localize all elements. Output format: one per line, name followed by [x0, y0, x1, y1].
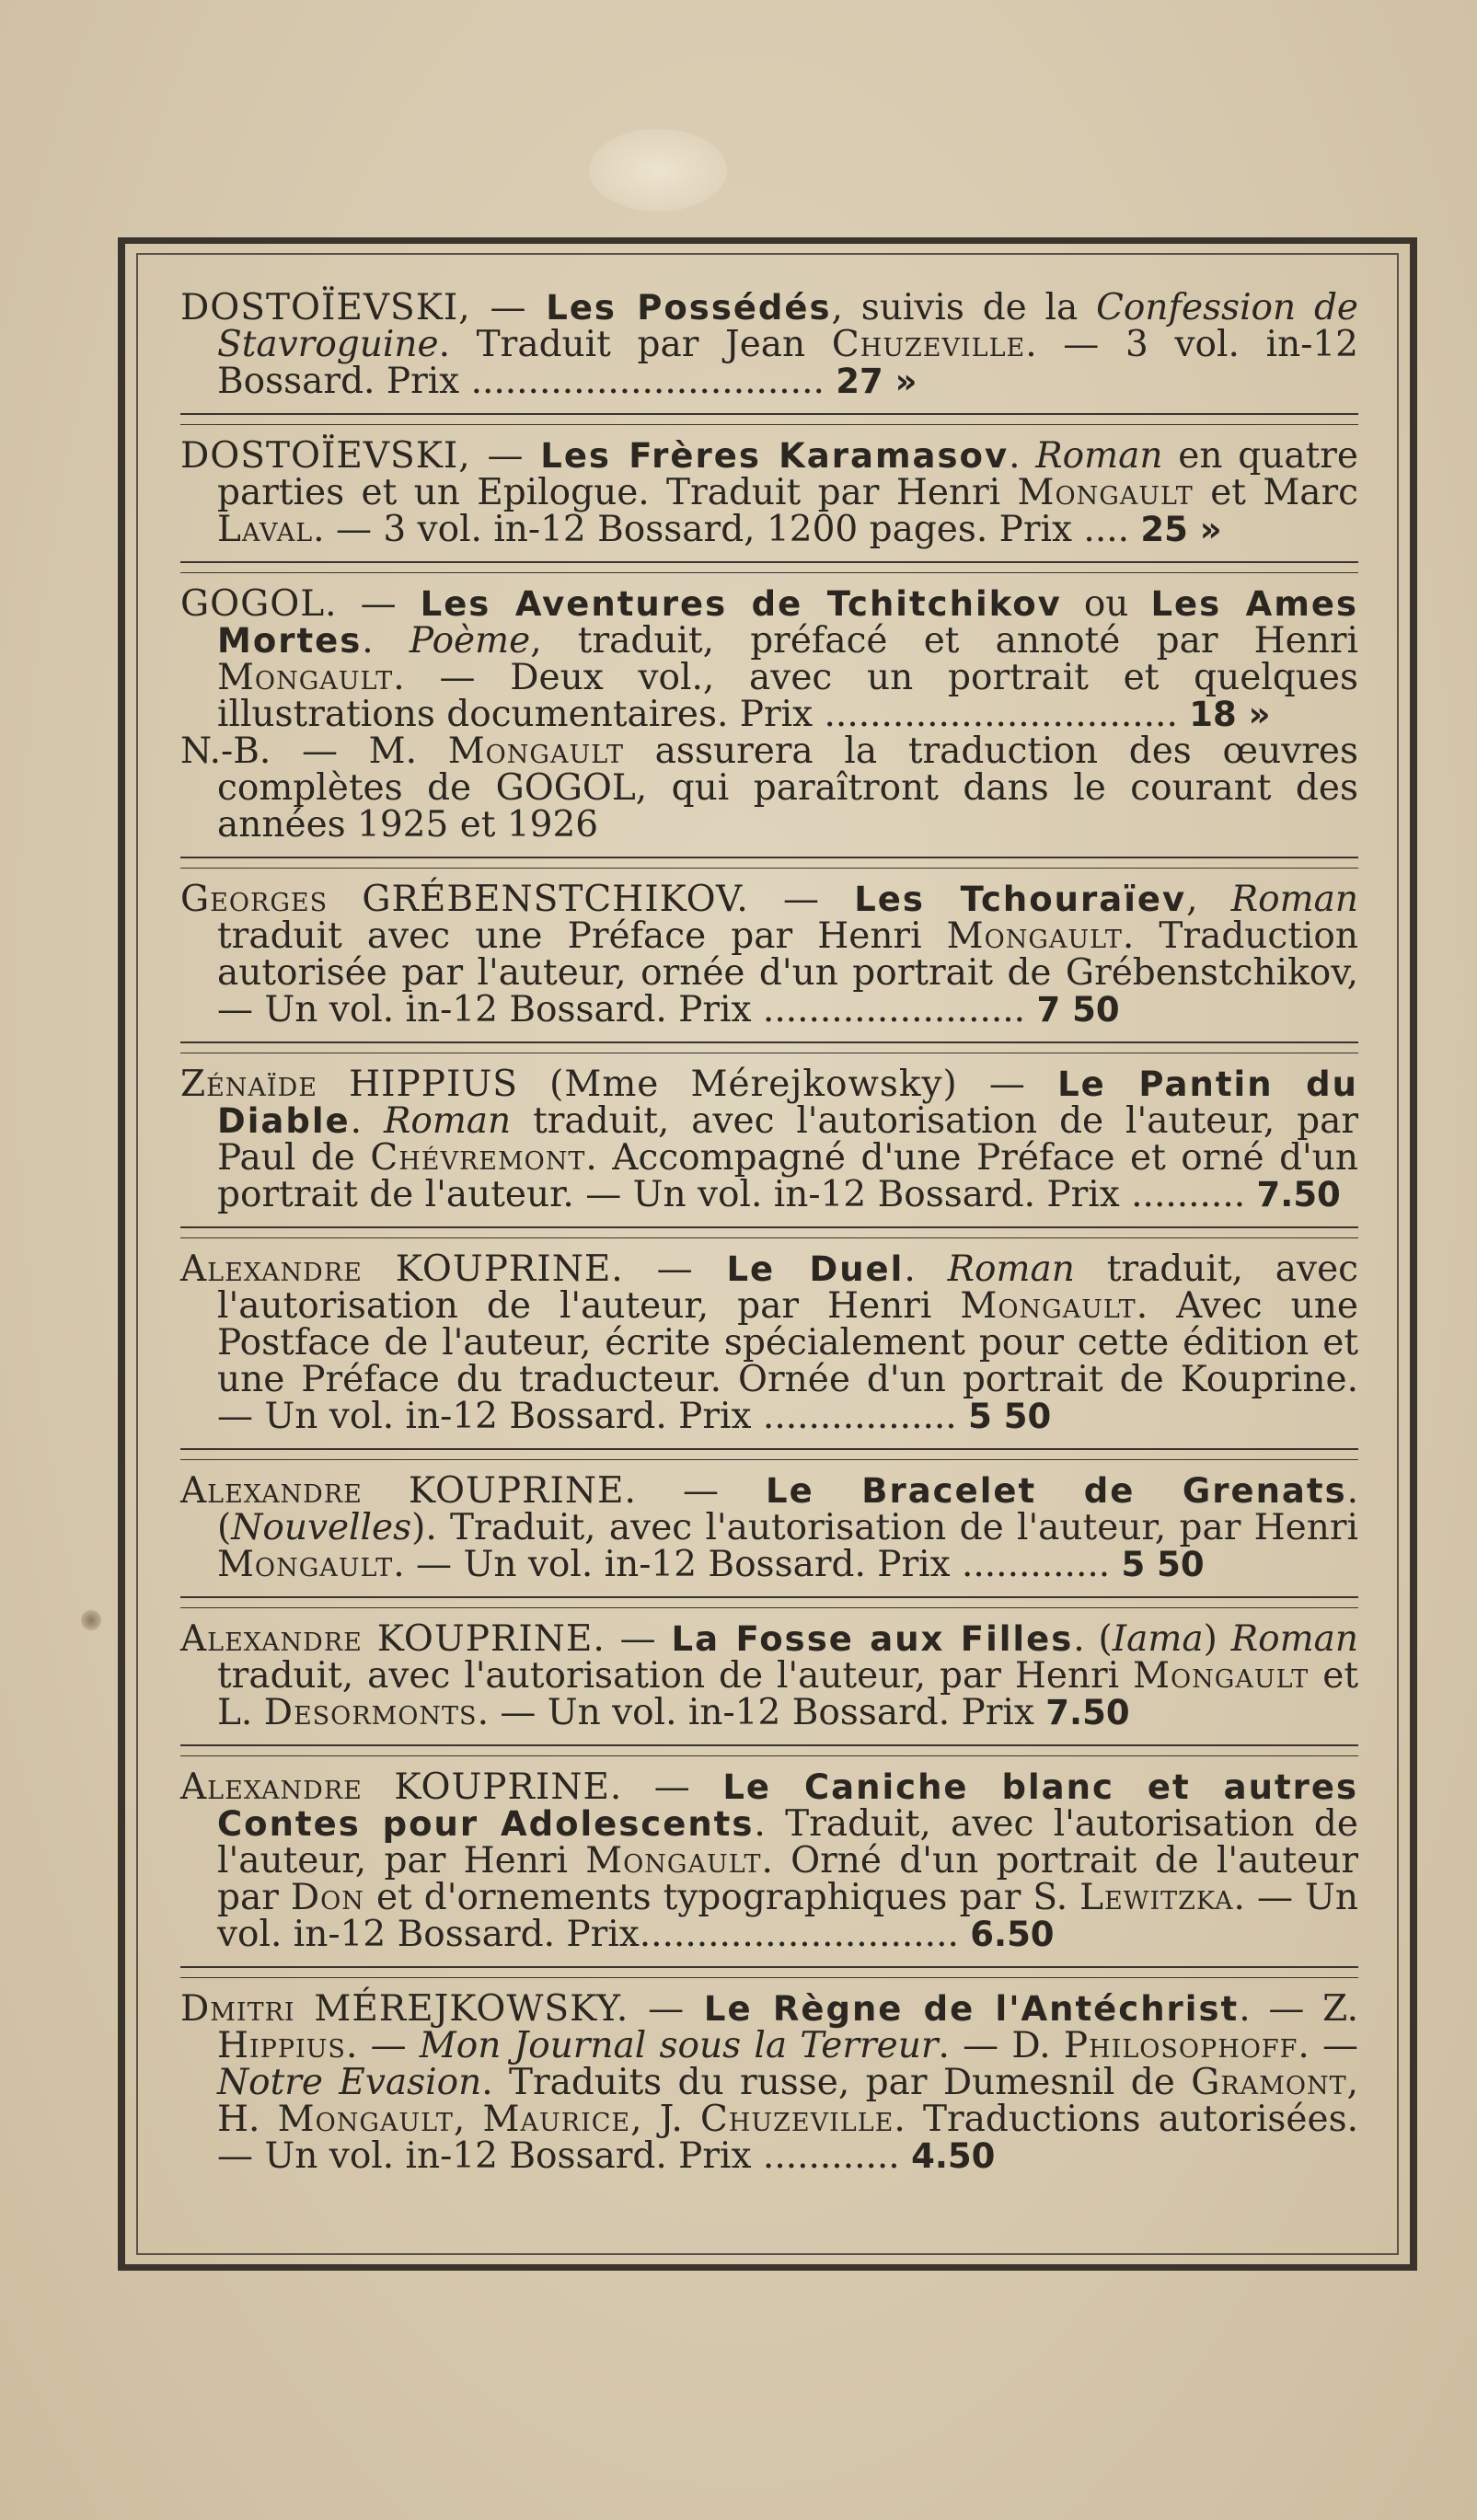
entry-text: . — 3 vol. in-12 Bossard, 1200 pages. Prix ....: [313, 509, 1141, 550]
entry-italic: Roman: [383, 1100, 512, 1142]
entry-title: Le Pantin du Diable: [217, 1064, 1358, 1141]
entry-name: Chuzeville: [831, 324, 1026, 365]
book-entry: [180, 881, 1358, 1029]
entry-name: Mongault: [217, 657, 394, 698]
book-entry: [180, 1618, 1358, 1733]
entry-italic: Roman: [947, 1248, 1075, 1290]
entry-text: , traduit, préfacé et annoté par Henri: [530, 620, 1358, 662]
entry-text: N.-B. — M.: [180, 731, 448, 772]
entry-text: . (: [1073, 1618, 1113, 1660]
entry-text: et Marc: [1193, 472, 1359, 513]
entry-name: Laval: [217, 509, 314, 550]
entry-name: Chuzeville: [699, 2099, 894, 2140]
entry-title: Le Bracelet de Grenats: [766, 1471, 1347, 1511]
separator-rule: [180, 1448, 1358, 1460]
entry-text: ): [1203, 1618, 1231, 1660]
entry-name: Gramont: [1191, 2062, 1347, 2103]
entry-italic: Nouvelles: [231, 1507, 412, 1548]
entry-title: Les Frères Karamasov: [540, 436, 1010, 476]
separator-rule: [180, 1744, 1358, 1756]
entry-price: 7.50: [1045, 1693, 1130, 1732]
entry-name: Georges: [180, 879, 329, 920]
entry-title: La Fosse aux Filles: [671, 1619, 1074, 1659]
entry-price: 5 50: [968, 1397, 1052, 1436]
entry-name: Alexandre: [180, 1766, 363, 1808]
entry-text: . Traduction autorisée par l'auteur, ornée d'un portrait de Grébenstchikov, — Un vol. in-12 Bossard. Prix .......................: [217, 915, 1358, 1030]
entry-text: ,: [1186, 879, 1231, 920]
entry-title: Le Duel: [726, 1249, 905, 1289]
separator-rule: [180, 561, 1358, 573]
book-entry: [180, 1988, 1358, 2177]
entry-title: Le Règne de l'Antéchrist: [703, 1989, 1240, 2029]
entry-text: . — Un vol. in-12 Bossard. Prix .............: [393, 1544, 1122, 1585]
entry-text: . Traduit par Jean: [438, 324, 832, 365]
entry-text: et d'ornements typographiques par S.: [363, 1877, 1080, 1918]
book-entry: [180, 1248, 1359, 1437]
entry-text: traduit avec une Préface par Henri: [217, 915, 947, 957]
entry-price: 7 50: [1036, 990, 1120, 1030]
entry-text: , J.: [630, 2099, 700, 2140]
entry-title: Le Caniche blanc et autres Contes pour Adolescents: [217, 1767, 1359, 1844]
entry-price: 5 50: [1121, 1545, 1205, 1584]
entry-name: Lewitzka: [1079, 1877, 1234, 1918]
entry-author: KOUPRINE. —: [362, 1766, 723, 1808]
entry-text: . — Deux vol., avec un portrait et quelques illustrations documentaires. Prix ...............................: [217, 657, 1358, 735]
entry-author: KOUPRINE. —: [362, 1470, 767, 1512]
entry-name: Alexandre: [180, 1248, 363, 1290]
entry-text: . — Un vol. in-12 Bossard. Prix: [477, 1692, 1046, 1733]
entry-price: 4.50: [911, 2136, 996, 2176]
entry-price: 7.50: [1256, 1175, 1341, 1214]
entry-price: 18 »: [1189, 695, 1271, 734]
entry-text: . — Z.: [1239, 1988, 1358, 2030]
entry-author: GOGOL. —: [180, 583, 421, 625]
entry-text: . — 3 vol. in-12 Bossard. Prix ...............................: [217, 324, 1358, 402]
entry-text: , H.: [217, 2062, 1358, 2140]
entry-name: Maurice: [482, 2099, 631, 2140]
entry-author: MÉREJKOWSKY. —: [294, 1988, 704, 2030]
entry-italic: Iama: [1112, 1618, 1204, 1660]
entry-name: Mongault: [217, 1544, 394, 1585]
book-entry: [180, 1766, 1359, 1955]
book-entry: [180, 435, 1359, 550]
entry-name: Zénaïde: [180, 1064, 317, 1105]
entry-text: , suivis de la: [831, 287, 1097, 328]
entry-author: HIPPIUS (Mme Mérejkowsky) —: [317, 1064, 1058, 1105]
entry-name: Don: [290, 1877, 364, 1918]
entry-text: traduit, avec l'autorisation de l'auteur, par Paul de: [217, 1100, 1359, 1179]
entry-text: et L.: [217, 1655, 1358, 1733]
book-entry: [180, 1470, 1358, 1585]
entry-name: Philosophoff: [1063, 2025, 1298, 2066]
paper-spot: [81, 1610, 101, 1630]
separator-rule: [180, 1041, 1358, 1053]
entry-title: Les Aventures de Tchitchikov: [420, 584, 1062, 624]
entry-italic: Poème: [409, 620, 531, 662]
entry-text: .: [350, 1100, 384, 1142]
separator-rule: [180, 1596, 1358, 1608]
separator-rule: [180, 1226, 1358, 1238]
entry-text: .: [904, 1248, 948, 1290]
separator-rule: [180, 1966, 1358, 1978]
entry-text: . Traduit, avec l'autorisation de l'auteur, par Henri: [217, 1803, 1358, 1881]
entry-text: . Traduits du russe, par Dumesnil de: [481, 2062, 1192, 2103]
book-entry: [180, 583, 1358, 735]
entry-name: Alexandre: [180, 1618, 363, 1660]
entry-price: 27 »: [836, 362, 917, 401]
entry-name: Mongault: [946, 915, 1123, 957]
entry-text: . —: [1298, 2025, 1358, 2066]
entry-name: Chévremont: [370, 1137, 586, 1179]
entry-name: Mongault: [1133, 1655, 1310, 1697]
entry-name: Alexandre: [180, 1470, 363, 1512]
entry-text: . Accompagné d'une Préface et orné d'un portrait de l'auteur. — Un vol. in-12 Bossard. Prix ..........: [217, 1137, 1358, 1215]
entry-italic: Roman: [1230, 1618, 1358, 1660]
book-entry: [180, 287, 1359, 402]
entry-title: Les Possédés: [546, 288, 832, 328]
entry-name: Mongault: [277, 2099, 454, 2140]
entry-text: en quatre parties et un Epilogue. Traduit par Henri: [217, 435, 1358, 513]
entry-italic: Roman: [1230, 879, 1358, 920]
entry-text: traduit, avec l'autorisation de l'auteur, par Henri: [217, 1655, 1134, 1697]
entry-author: KOUPRINE. —: [362, 1618, 672, 1660]
entry-text: ). Traduit, avec l'autorisation de l'auteur, par Henri: [411, 1507, 1358, 1548]
separator-rule: [180, 857, 1358, 869]
entry-author: DOSTOÏEVSKI, —: [180, 435, 541, 477]
entry-text: traduit, avec l'autorisation de l'auteur, par Henri: [217, 1248, 1358, 1327]
entry-name: Mongault: [585, 1840, 762, 1881]
entry-text: . (: [217, 1470, 1358, 1548]
paper-stain: [589, 129, 727, 212]
entry-text: . — D.: [938, 2025, 1064, 2066]
entry-name: Mongault: [1017, 472, 1194, 513]
entry-italic: Roman: [1035, 435, 1163, 477]
entry-text: . —: [345, 2025, 420, 2066]
separator-rule: [180, 413, 1358, 425]
entry-author: GRÉBENSTCHIKOV. —: [328, 879, 855, 920]
entry-text: ,: [453, 2099, 483, 2140]
entry-title: Les Tchouraïev: [854, 880, 1187, 919]
entry-italic: Mon Journal sous la Terreur: [419, 2025, 939, 2066]
entry-name: Hippius: [217, 2025, 346, 2066]
entry-author: DOSTOÏEVSKI, —: [180, 287, 547, 328]
entry-text: assurera la traduction des œuvres complètes de GOGOL, qui paraîtront dans le courant des années 1925 et 1926: [217, 731, 1358, 846]
entry-name: Desormonts: [263, 1692, 478, 1733]
book-list: [180, 287, 1359, 2177]
entry-text: . Orné d'un portrait de l'auteur par: [217, 1840, 1358, 1918]
book-entry: [180, 1066, 1358, 1214]
book-entry: [180, 733, 1358, 844]
entry-text: ou: [1061, 583, 1151, 625]
entry-name: Mongault: [447, 731, 624, 772]
entry-author: KOUPRINE. —: [362, 1248, 727, 1290]
entry-price: 25 »: [1140, 510, 1222, 549]
entry-price: 6.50: [970, 1915, 1055, 1954]
entry-name: Dmitri: [180, 1988, 295, 2030]
entry-text: . — Un vol. in-12 Bossard. Prix............................: [217, 1877, 1358, 1955]
entry-text: .: [362, 620, 410, 662]
entry-italic: Confession de Stavroguine: [217, 287, 1359, 365]
entry-name: Mongault: [960, 1285, 1137, 1327]
entry-italic: Notre Evasion: [217, 2062, 482, 2103]
entry-text: .: [1009, 435, 1036, 477]
entry-text: . Traductions autorisées. — Un vol. in-12 Bossard. Prix ............: [217, 2099, 1358, 2177]
entry-title: Les Ames Mortes: [217, 584, 1358, 661]
entry-text: . Avec une Postface de l'auteur, écrite spécialement pour cette édition et une Préface du traducteur. Ornée d'un portrait de Kouprine. — Un vol. in-12 Bossard. Prix .................: [217, 1285, 1359, 1437]
